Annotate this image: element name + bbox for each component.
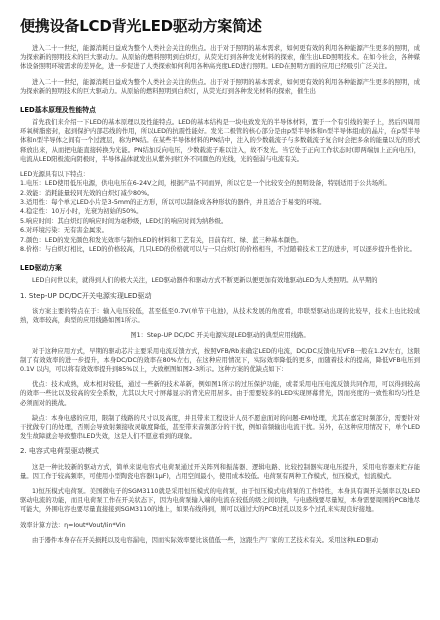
subsection-heading-charge-pump: 2. 电容式电荷泵驱动模式 xyxy=(20,447,99,456)
section-heading-led-principle: LED基本原理及性能特点 xyxy=(20,106,96,115)
led-principle-paragraph: 首先我们来介绍一下LED的基本原理以及性能特点。LED的基本结构是一块电致发光的半导体材料，置于一个有引线的架子上，然后四周用环氧树脂密封，起到保护内部芯线的作用，所以LED的抗震性能好。发光二极管的核心部分是由p型半导体和n型半导体组成的晶片，在p型半导体和n型半导体之间有一个过渡层，称为PN结。在某些半导体材料的PN结中，注入的少数载流子与多数载流子复合时会把多余的能量以光的形式释放出来，从而把电能直接转换为光能。PN结加反向电压，少数载流子难以注入，故不发光。当它处于正向工作状态时(即两端加上正向电压)，电流从LED阳极流向阴极时，半导体晶体就发出从紫外到红外不同颜色的光线，光的强弱与电流有关。 xyxy=(20,119,420,163)
feature-item: 2.效能：消耗能量较同光效的白炽灯减少80%。 xyxy=(20,189,154,197)
charge-pump-paragraph: 这是一种比较新的驱动方式，简单来说电容式电荷泵通过开关阵列和振荡器、逻辑电路、比较控制器实现电压提升，采用电容器来贮存能量。因工作于较高频率，可使用小型陶瓷电容器(1μF)，占用空间最小，使用成本较低。电荷泵有两种工作模式，恒压模式，恒流模式。 xyxy=(20,463,420,480)
stepup-detail-paragraph: 对于这种应用方式，早期的驱动芯片主要采用电流反馈方式，按照VFB/Rb来确定LED的电流，DC/DC反馈电压VFB一般在1.2V左右，这限制了有效效率的进一步提升，本身DC/DC的效率在80%左右，在这种应用情况下，实际效率降低的更多，而随着技术的提高，降低VFB电压到0.1V 以内，可以将有效效率提升到85%以上，大致框图如图2-3所示。这种方案的优缺点如下： xyxy=(20,347,420,373)
subsection-heading-stepup: 1. Step-UP DC/DC开关电源实现LED驱动 xyxy=(20,291,152,300)
intro-paragraph-repeat: 进入二十一世纪，能源消耗日益成为整个人类社会关注的焦点。出于对于照明的基本需求，如何更有效的利用各种能源产生更多的照明，成为探索新的照明技术的巨大驱动力。从原始的燃料照明到白炽灯，从荧光灯到各种发光材料的探索，催生出 xyxy=(20,78,420,95)
feature-item: 1.电压：LED使用低压电源，供电电压在6-24V之间，根据产品不同而异，所以它是一个比较安全的照明设备，特别适用于公共场所。 xyxy=(20,180,391,188)
constant-voltage-paragraph: 1)恒压模式电荷泵。美国微电子的SGM3110就是采用恒压模式的电荷泵，由于恒压模式电荷泵的工作特性，本身具有调开关频率以及LED驱动电流的功能，而且电荷泵工作在开关状态下，因为电荷泵输入端的电流在较低的级之间切换，与电感线要尽量短，本身需要周围的PCB地尽可能大，外围电容也要尽量直接接到SGM3110的地上，如果布线得到，则可以通过大的PCB过孔以及多个过孔来实现良好接地。 xyxy=(20,487,420,514)
efficiency-formula: 效率计算方法：η=Iout*Vout/Iin*Vin xyxy=(20,521,126,529)
figure-1-caption: 图1：Step-UP DC/DC 开关电源实现LED驱动的典型应用线路。 xyxy=(130,332,310,340)
feature-item: 6.对环境污染：无有害金属汞。 xyxy=(20,227,108,235)
stepup-paragraph: 该方案主要的特点在于：输入电压较低，甚至低至0.7V(单节干电池)，从技术发展的角度看，串联型驱动出现的比较早，技术上也比较成熟，效率较高，典型的应用线路如图1所示。 xyxy=(20,307,420,325)
feature-list xyxy=(20,179,420,254)
feature-item: 5.响应时间：其白炽灯的响应时间为毫秒级，LED灯的响应时间为纳秒级。 xyxy=(20,217,228,225)
disadvantages-paragraph: 缺点：本身电感的应用，限制了线路的尺寸以及高度，并且带来工程设计人员不愿意面对的问题-EMI处理，尤其在嘉定时频部分，需要针对干扰做专门的处理，否则会导致射频接收灵敏度降低，甚至带来音频部分的干扰，例如音频输出电流干扰。另外，在这种应用情况下，单个LED发生故障就会导致整串LED失效，这是人们不愿意看到的现象。 xyxy=(20,414,420,441)
intro-paragraph: 进入二十一世纪，能源消耗日益成为整个人类社会关注的焦点。出于对于照明的基本需求，如何更有效的利用各种能源产生更多的照明，成为探索新的照明技术的巨大驱动力。从原始的燃料照明到白炽灯，从荧光灯到各种发光材料的探索，催生出LED照明技术。在如今社会，各种媒体设备照明环境需求的差异化，进一步促进了人类探索如何利用各种高亮度LED进行照明。LED在照明方面的应用已经吸引广泛关注。 xyxy=(20,45,420,71)
efficiency-note-paragraph: 由于器件本身存在开关损耗以及电容漏电，因而实际效率要比该值低一些，这跟生产厂家的工艺技术有关。采用这种LED驱动 xyxy=(32,536,379,544)
advantages-paragraph: 优点：技术成熟，成本相对较低，通过一些新的技术革新，例如图1所示的过压保护功能，或者采用电压电流反馈共同作用，可以得到较高的效率一些比以及较高的安全系数，尤其以大尺寸屏幕显示的背光应用居多。由于需要较多的LED实现屏幕背光，因而亮度的一致性和均匀性是必须面对的挑战。 xyxy=(20,381,420,407)
feature-item: 8.价格：与白炽灯相比，LED的价格较高，几只LED的价格就可以与一只白炽灯的价格相当，不过随着技术工艺的进步，可以逐步提升性价比。 xyxy=(20,246,416,254)
features-heading: LED光源具有以下特点： xyxy=(20,171,90,179)
feature-item: 3.适用性：每个单元LED小片是3-5mm的正方形，所以可以制备成各种形状的器件，并且适合于易变的环境。 xyxy=(20,199,326,207)
feature-item: 7.颜色：LED的发光颜色和发光效率与制作LED的材料和工艺有关，目前有红、绿、蓝三种基本颜色。 xyxy=(20,236,303,244)
feature-item: 4.稳定性：10万小时，光衰为初始的50%。 xyxy=(20,208,143,216)
drive-intro-paragraph: LED自问世以来，就得到人们的极大关注，LED驱动器件和驱动方式不断更新以便更加有效地驱动LED为人类照明。从早期的 xyxy=(32,277,378,285)
document-title: 便携设备LCD背光LED驱动方案简述 xyxy=(20,17,262,35)
section-heading-drive: LED驱动方案 xyxy=(20,264,62,273)
